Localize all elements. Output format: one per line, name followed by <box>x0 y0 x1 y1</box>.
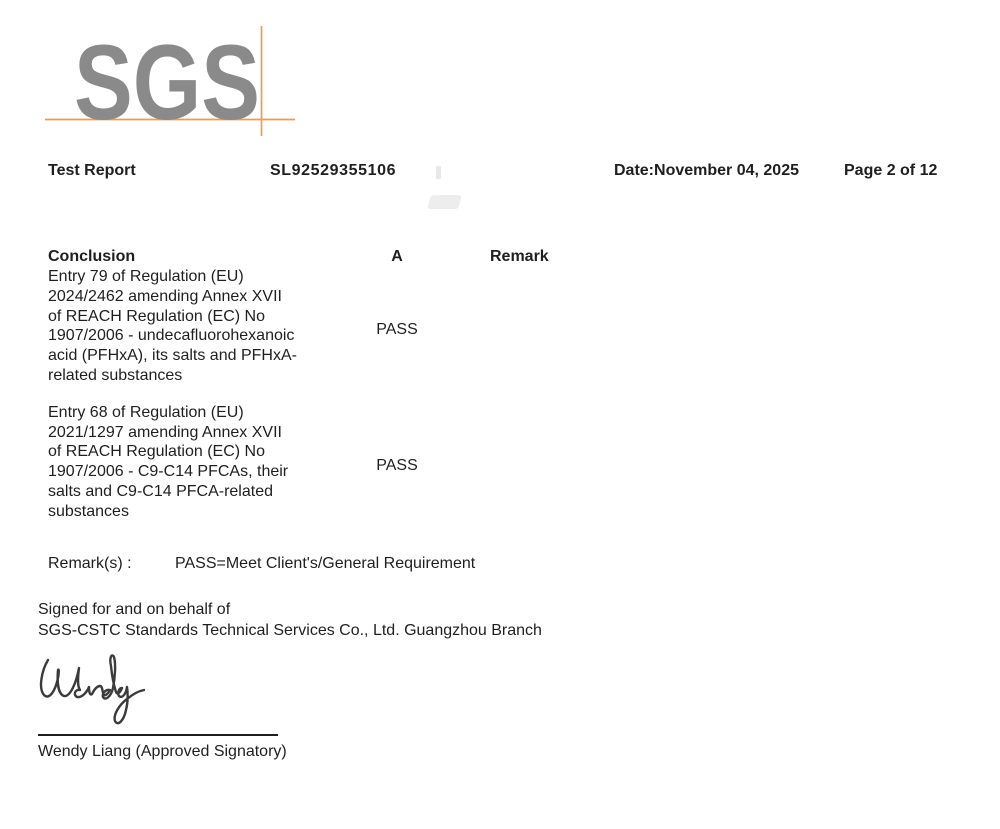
scan-artifact-smudge <box>427 195 461 209</box>
report-title: Test Report <box>48 162 136 179</box>
conclusion-line: Entry 68 of Regulation (EU) <box>48 403 244 421</box>
report-date: Date:November 04, 2025 <box>614 162 799 179</box>
sgs-logo <box>0 0 330 150</box>
column-header-a: A <box>391 248 403 265</box>
signatory-name: Wendy Liang (Approved Signatory) <box>38 743 287 760</box>
column-header-remark: Remark <box>490 248 549 265</box>
conclusion-cell <box>48 267 348 386</box>
conclusion-table-header <box>48 247 688 267</box>
conclusion-line: of REACH Regulation (EC) No <box>48 307 265 325</box>
conclusion-line: related substances <box>48 366 183 384</box>
signed-block <box>38 599 542 641</box>
conclusion-line: substances <box>48 502 129 520</box>
conclusion-line: 1907/2006 - C9-C14 PFCAs, their <box>48 463 289 481</box>
conclusion-line: 2024/2462 amending Annex XVII <box>48 287 282 305</box>
page-indicator: Page 2 of 12 <box>844 162 938 179</box>
conclusion-cell <box>48 403 348 522</box>
handwritten-signature-wendy <box>34 650 152 738</box>
conclusion-line: 2021/1297 amending Annex XVII <box>48 423 282 441</box>
table-row <box>48 403 688 522</box>
result-cell: PASS <box>376 321 418 339</box>
remarks-text: PASS=Meet Client's/General Requirement <box>175 555 476 572</box>
remarks-label: Remark(s) : <box>48 555 132 572</box>
conclusion-line: acid (PFHxA), its salts and PFHxA- <box>48 347 297 365</box>
conclusion-line: of REACH Regulation (EC) No <box>48 443 265 461</box>
signed-for-line: Signed for and on behalf of <box>38 601 231 618</box>
conclusion-line: Entry 79 of Regulation (EU) <box>48 268 244 285</box>
logo-text: SGS <box>74 22 260 142</box>
column-header-conclusion: Conclusion <box>48 248 136 265</box>
company-name-line: SGS-CSTC Standards Technical Services Co., Ltd. Guangzhou Branch <box>38 622 542 639</box>
conclusion-table <box>48 247 688 522</box>
signature-stroke <box>41 655 144 723</box>
signature-underline <box>38 734 278 736</box>
conclusion-line: salts and C9-C14 PFCA-related <box>48 482 273 500</box>
table-row <box>48 267 688 386</box>
report-number: SL92529355106 <box>270 162 397 179</box>
scan-artifact-cropped-character <box>436 166 441 179</box>
result-cell: PASS <box>376 457 418 475</box>
conclusion-line: 1907/2006 - undecafluorohexanoic <box>48 327 295 345</box>
